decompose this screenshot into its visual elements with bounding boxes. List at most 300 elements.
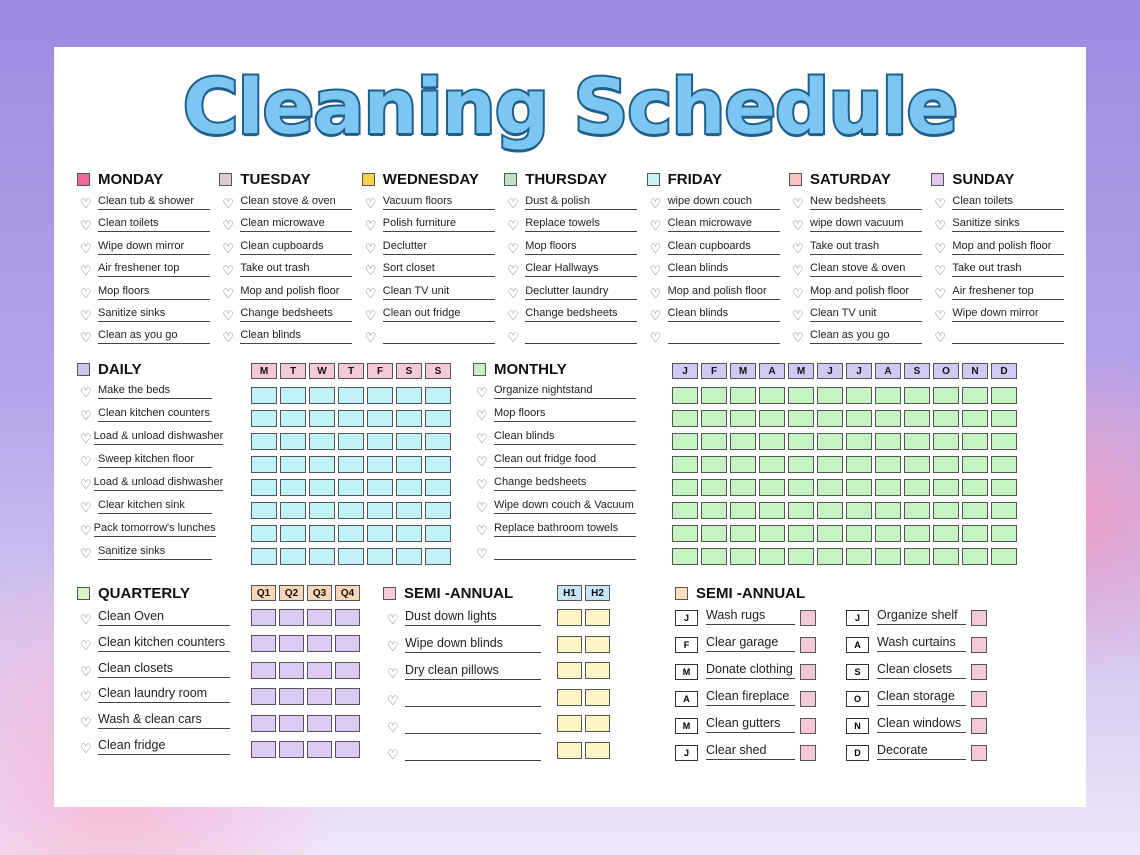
tracker-checkbox[interactable] bbox=[759, 387, 785, 404]
heart-checkbox-icon[interactable]: ♡ bbox=[80, 715, 92, 731]
checklist-item[interactable] bbox=[80, 738, 230, 755]
tracker-checkbox[interactable] bbox=[933, 433, 959, 450]
done-checkbox[interactable] bbox=[800, 664, 816, 680]
tracker-checkbox[interactable] bbox=[875, 456, 901, 473]
tracker-checkbox[interactable] bbox=[279, 688, 304, 705]
tracker-checkbox[interactable] bbox=[367, 387, 393, 404]
checklist-item[interactable] bbox=[80, 285, 210, 300]
heart-checkbox-icon[interactable]: ♡ bbox=[222, 263, 235, 279]
tracker-checkbox[interactable] bbox=[817, 410, 843, 427]
heart-checkbox-icon[interactable]: ♡ bbox=[387, 612, 399, 627]
heart-checkbox-icon[interactable]: ♡ bbox=[507, 285, 519, 301]
tracker-checkbox[interactable] bbox=[425, 479, 451, 496]
checklist-item[interactable] bbox=[934, 217, 1064, 232]
tracker-checkbox[interactable] bbox=[846, 525, 872, 542]
checklist-item[interactable] bbox=[365, 329, 495, 344]
heart-checkbox-icon[interactable]: ♡ bbox=[792, 308, 804, 323]
heart-checkbox-icon[interactable]: ♡ bbox=[80, 285, 92, 301]
tracker-checkbox[interactable] bbox=[307, 688, 332, 705]
heart-checkbox-icon[interactable]: ♡ bbox=[80, 546, 92, 561]
tracker-checkbox[interactable] bbox=[759, 502, 785, 519]
tracker-checkbox[interactable] bbox=[307, 715, 332, 732]
heart-checkbox-icon[interactable]: ♡ bbox=[80, 308, 92, 323]
tracker-checkbox[interactable] bbox=[585, 715, 610, 732]
tracker-checkbox[interactable] bbox=[904, 433, 930, 450]
checklist-item[interactable] bbox=[792, 329, 922, 344]
tracker-checkbox[interactable] bbox=[280, 479, 306, 496]
checklist-item[interactable] bbox=[650, 262, 780, 277]
checklist-item[interactable] bbox=[365, 195, 495, 210]
tracker-checkbox[interactable] bbox=[875, 548, 901, 565]
heart-checkbox-icon[interactable]: ♡ bbox=[792, 218, 804, 234]
tracker-checkbox[interactable] bbox=[672, 456, 698, 473]
heart-checkbox-icon[interactable]: ♡ bbox=[649, 285, 662, 301]
tracker-checkbox[interactable] bbox=[730, 479, 756, 496]
checklist-item[interactable] bbox=[507, 329, 637, 344]
tracker-checkbox[interactable] bbox=[338, 502, 364, 519]
tracker-checkbox[interactable] bbox=[730, 525, 756, 542]
tracker-checkbox[interactable] bbox=[557, 715, 582, 732]
checklist-item[interactable] bbox=[80, 453, 212, 468]
checklist-item[interactable] bbox=[365, 307, 495, 322]
tracker-checkbox[interactable] bbox=[251, 609, 276, 626]
checklist-item[interactable] bbox=[222, 195, 352, 210]
checklist-item[interactable] bbox=[507, 307, 637, 322]
tracker-checkbox[interactable] bbox=[788, 525, 814, 542]
checklist-item[interactable] bbox=[792, 195, 922, 210]
checklist-item[interactable] bbox=[80, 686, 230, 703]
checklist-item[interactable] bbox=[80, 195, 210, 210]
tracker-checkbox[interactable] bbox=[701, 502, 727, 519]
tracker-checkbox[interactable] bbox=[367, 433, 393, 450]
tracker-checkbox[interactable] bbox=[817, 525, 843, 542]
tracker-checkbox[interactable] bbox=[875, 479, 901, 496]
checklist-item[interactable] bbox=[365, 217, 495, 232]
tracker-checkbox[interactable] bbox=[759, 456, 785, 473]
tracker-checkbox[interactable] bbox=[309, 387, 335, 404]
checklist-item[interactable] bbox=[650, 240, 780, 255]
checklist-item[interactable] bbox=[792, 262, 922, 277]
tracker-checkbox[interactable] bbox=[396, 548, 422, 565]
tracker-checkbox[interactable] bbox=[875, 502, 901, 519]
tracker-checkbox[interactable] bbox=[307, 741, 332, 758]
tracker-checkbox[interactable] bbox=[251, 387, 277, 404]
tracker-checkbox[interactable] bbox=[962, 525, 988, 542]
done-checkbox[interactable] bbox=[971, 691, 987, 707]
heart-checkbox-icon[interactable]: ♡ bbox=[80, 663, 92, 679]
tracker-checkbox[interactable] bbox=[279, 715, 304, 732]
heart-checkbox-icon[interactable]: ♡ bbox=[364, 218, 377, 234]
heart-checkbox-icon[interactable]: ♡ bbox=[222, 240, 235, 256]
tracker-checkbox[interactable] bbox=[846, 410, 872, 427]
heart-checkbox-icon[interactable]: ♡ bbox=[364, 308, 377, 323]
tracker-checkbox[interactable] bbox=[701, 387, 727, 404]
tracker-checkbox[interactable] bbox=[367, 548, 393, 565]
checklist-item[interactable] bbox=[792, 217, 922, 232]
checklist-item[interactable] bbox=[387, 690, 541, 707]
checklist-item[interactable] bbox=[80, 522, 216, 538]
checklist-item[interactable] bbox=[80, 499, 212, 514]
tracker-checkbox[interactable] bbox=[991, 410, 1017, 427]
checklist-item[interactable] bbox=[476, 476, 636, 491]
checklist-item[interactable] bbox=[476, 453, 636, 468]
heart-checkbox-icon[interactable]: ♡ bbox=[934, 308, 947, 323]
heart-checkbox-icon[interactable]: ♡ bbox=[507, 308, 519, 323]
heart-checkbox-icon[interactable]: ♡ bbox=[387, 720, 399, 735]
checklist-item[interactable] bbox=[650, 307, 780, 322]
tracker-checkbox[interactable] bbox=[933, 548, 959, 565]
tracker-checkbox[interactable] bbox=[672, 479, 698, 496]
tracker-checkbox[interactable] bbox=[309, 548, 335, 565]
tracker-checkbox[interactable] bbox=[730, 410, 756, 427]
checklist-item[interactable] bbox=[934, 329, 1064, 344]
tracker-checkbox[interactable] bbox=[251, 741, 276, 758]
tracker-checkbox[interactable] bbox=[338, 456, 364, 473]
heart-checkbox-icon[interactable]: ♡ bbox=[387, 639, 399, 654]
done-checkbox[interactable] bbox=[800, 691, 816, 707]
checklist-item[interactable] bbox=[792, 307, 922, 322]
tracker-checkbox[interactable] bbox=[557, 609, 582, 626]
tracker-checkbox[interactable] bbox=[991, 433, 1017, 450]
checklist-item[interactable] bbox=[934, 195, 1064, 210]
heart-checkbox-icon[interactable]: ♡ bbox=[476, 385, 488, 400]
checklist-item[interactable] bbox=[80, 545, 212, 560]
heart-checkbox-icon[interactable]: ♡ bbox=[476, 408, 488, 423]
checklist-item[interactable] bbox=[507, 285, 637, 300]
tracker-checkbox[interactable] bbox=[788, 387, 814, 404]
checklist-item[interactable] bbox=[387, 609, 541, 626]
tracker-checkbox[interactable] bbox=[672, 548, 698, 565]
done-checkbox[interactable] bbox=[971, 610, 987, 626]
checklist-item[interactable] bbox=[934, 285, 1064, 300]
tracker-checkbox[interactable] bbox=[307, 635, 332, 652]
tracker-checkbox[interactable] bbox=[875, 433, 901, 450]
heart-checkbox-icon[interactable]: ♡ bbox=[80, 689, 92, 705]
checklist-item[interactable] bbox=[365, 285, 495, 300]
checklist-item[interactable] bbox=[80, 329, 210, 344]
tracker-checkbox[interactable] bbox=[875, 410, 901, 427]
tracker-checkbox[interactable] bbox=[280, 433, 306, 450]
tracker-checkbox[interactable] bbox=[557, 689, 582, 706]
done-checkbox[interactable] bbox=[800, 718, 816, 734]
heart-checkbox-icon[interactable]: ♡ bbox=[649, 240, 662, 256]
heart-checkbox-icon[interactable]: ♡ bbox=[80, 431, 92, 446]
checklist-item[interactable] bbox=[387, 636, 541, 653]
heart-checkbox-icon[interactable]: ♡ bbox=[507, 240, 519, 256]
checklist-item[interactable] bbox=[222, 217, 352, 232]
heart-checkbox-icon[interactable]: ♡ bbox=[476, 477, 488, 492]
tracker-checkbox[interactable] bbox=[730, 548, 756, 565]
checklist-item[interactable] bbox=[80, 661, 230, 678]
tracker-checkbox[interactable] bbox=[846, 548, 872, 565]
tracker-checkbox[interactable] bbox=[672, 433, 698, 450]
heart-checkbox-icon[interactable]: ♡ bbox=[792, 240, 804, 256]
tracker-checkbox[interactable] bbox=[425, 433, 451, 450]
checklist-item[interactable] bbox=[80, 635, 230, 652]
tracker-checkbox[interactable] bbox=[338, 410, 364, 427]
tracker-checkbox[interactable] bbox=[875, 525, 901, 542]
heart-checkbox-icon[interactable]: ♡ bbox=[80, 523, 92, 538]
checklist-item[interactable] bbox=[650, 195, 780, 210]
checklist-item[interactable] bbox=[222, 262, 352, 277]
tracker-checkbox[interactable] bbox=[991, 502, 1017, 519]
heart-checkbox-icon[interactable]: ♡ bbox=[80, 385, 92, 400]
tracker-checkbox[interactable] bbox=[817, 502, 843, 519]
tracker-checkbox[interactable] bbox=[279, 662, 304, 679]
tracker-checkbox[interactable] bbox=[962, 502, 988, 519]
checklist-item[interactable] bbox=[507, 262, 637, 277]
tracker-checkbox[interactable] bbox=[672, 387, 698, 404]
tracker-checkbox[interactable] bbox=[251, 479, 277, 496]
done-checkbox[interactable] bbox=[800, 637, 816, 653]
heart-checkbox-icon[interactable]: ♡ bbox=[80, 263, 92, 279]
tracker-checkbox[interactable] bbox=[251, 688, 276, 705]
tracker-checkbox[interactable] bbox=[991, 479, 1017, 496]
tracker-checkbox[interactable] bbox=[585, 689, 610, 706]
tracker-checkbox[interactable] bbox=[788, 502, 814, 519]
heart-checkbox-icon[interactable]: ♡ bbox=[507, 263, 519, 279]
checklist-item[interactable] bbox=[476, 430, 636, 445]
checklist-item[interactable] bbox=[507, 217, 637, 232]
tracker-checkbox[interactable] bbox=[367, 410, 393, 427]
tracker-checkbox[interactable] bbox=[933, 479, 959, 496]
heart-checkbox-icon[interactable]: ♡ bbox=[507, 330, 519, 346]
done-checkbox[interactable] bbox=[971, 637, 987, 653]
checklist-item[interactable] bbox=[476, 522, 636, 537]
heart-checkbox-icon[interactable]: ♡ bbox=[387, 747, 399, 762]
tracker-checkbox[interactable] bbox=[396, 433, 422, 450]
tracker-checkbox[interactable] bbox=[280, 548, 306, 565]
checklist-item[interactable] bbox=[650, 285, 780, 300]
tracker-checkbox[interactable] bbox=[425, 410, 451, 427]
tracker-checkbox[interactable] bbox=[280, 410, 306, 427]
checklist-item[interactable] bbox=[222, 240, 352, 255]
tracker-checkbox[interactable] bbox=[251, 715, 276, 732]
tracker-checkbox[interactable] bbox=[338, 548, 364, 565]
tracker-checkbox[interactable] bbox=[962, 410, 988, 427]
heart-checkbox-icon[interactable]: ♡ bbox=[80, 637, 92, 653]
tracker-checkbox[interactable] bbox=[338, 433, 364, 450]
tracker-checkbox[interactable] bbox=[280, 456, 306, 473]
tracker-checkbox[interactable] bbox=[251, 433, 277, 450]
checklist-item[interactable] bbox=[222, 285, 352, 300]
heart-checkbox-icon[interactable]: ♡ bbox=[934, 263, 947, 279]
checklist-item[interactable] bbox=[80, 430, 224, 446]
tracker-checkbox[interactable] bbox=[875, 387, 901, 404]
tracker-checkbox[interactable] bbox=[701, 433, 727, 450]
tracker-checkbox[interactable] bbox=[251, 635, 276, 652]
tracker-checkbox[interactable] bbox=[338, 525, 364, 542]
heart-checkbox-icon[interactable]: ♡ bbox=[649, 196, 662, 211]
tracker-checkbox[interactable] bbox=[759, 433, 785, 450]
tracker-checkbox[interactable] bbox=[396, 387, 422, 404]
tracker-checkbox[interactable] bbox=[279, 609, 304, 626]
tracker-checkbox[interactable] bbox=[672, 410, 698, 427]
tracker-checkbox[interactable] bbox=[367, 456, 393, 473]
tracker-checkbox[interactable] bbox=[335, 715, 360, 732]
tracker-checkbox[interactable] bbox=[788, 433, 814, 450]
tracker-checkbox[interactable] bbox=[335, 635, 360, 652]
heart-checkbox-icon[interactable]: ♡ bbox=[80, 477, 92, 492]
tracker-checkbox[interactable] bbox=[309, 410, 335, 427]
tracker-checkbox[interactable] bbox=[585, 662, 610, 679]
tracker-checkbox[interactable] bbox=[962, 433, 988, 450]
tracker-checkbox[interactable] bbox=[335, 662, 360, 679]
checklist-item[interactable] bbox=[476, 545, 636, 560]
tracker-checkbox[interactable] bbox=[396, 456, 422, 473]
checklist-item[interactable] bbox=[476, 384, 636, 399]
tracker-checkbox[interactable] bbox=[280, 502, 306, 519]
heart-checkbox-icon[interactable]: ♡ bbox=[387, 666, 399, 681]
checklist-item[interactable] bbox=[365, 262, 495, 277]
heart-checkbox-icon[interactable]: ♡ bbox=[222, 285, 235, 301]
tracker-checkbox[interactable] bbox=[279, 741, 304, 758]
tracker-checkbox[interactable] bbox=[904, 548, 930, 565]
checklist-item[interactable] bbox=[476, 499, 636, 514]
heart-checkbox-icon[interactable]: ♡ bbox=[222, 218, 235, 234]
tracker-checkbox[interactable] bbox=[730, 433, 756, 450]
heart-checkbox-icon[interactable]: ♡ bbox=[792, 330, 804, 346]
checklist-item[interactable] bbox=[80, 240, 210, 255]
tracker-checkbox[interactable] bbox=[933, 456, 959, 473]
tracker-checkbox[interactable] bbox=[933, 387, 959, 404]
tracker-checkbox[interactable] bbox=[585, 742, 610, 759]
tracker-checkbox[interactable] bbox=[557, 636, 582, 653]
tracker-checkbox[interactable] bbox=[335, 688, 360, 705]
heart-checkbox-icon[interactable]: ♡ bbox=[476, 431, 488, 446]
tracker-checkbox[interactable] bbox=[251, 410, 277, 427]
checklist-item[interactable] bbox=[80, 609, 230, 626]
tracker-checkbox[interactable] bbox=[730, 502, 756, 519]
heart-checkbox-icon[interactable]: ♡ bbox=[649, 218, 662, 234]
heart-checkbox-icon[interactable]: ♡ bbox=[80, 500, 92, 515]
checklist-item[interactable] bbox=[80, 384, 212, 399]
heart-checkbox-icon[interactable]: ♡ bbox=[934, 196, 947, 211]
checklist-item[interactable] bbox=[80, 712, 230, 729]
tracker-checkbox[interactable] bbox=[933, 525, 959, 542]
heart-checkbox-icon[interactable]: ♡ bbox=[80, 612, 92, 627]
tracker-checkbox[interactable] bbox=[788, 410, 814, 427]
done-checkbox[interactable] bbox=[800, 610, 816, 626]
tracker-checkbox[interactable] bbox=[904, 456, 930, 473]
tracker-checkbox[interactable] bbox=[309, 479, 335, 496]
heart-checkbox-icon[interactable]: ♡ bbox=[364, 263, 377, 279]
checklist-item[interactable] bbox=[387, 717, 541, 734]
tracker-checkbox[interactable] bbox=[338, 387, 364, 404]
tracker-checkbox[interactable] bbox=[279, 635, 304, 652]
tracker-checkbox[interactable] bbox=[425, 387, 451, 404]
tracker-checkbox[interactable] bbox=[991, 456, 1017, 473]
tracker-checkbox[interactable] bbox=[701, 456, 727, 473]
tracker-checkbox[interactable] bbox=[701, 479, 727, 496]
heart-checkbox-icon[interactable]: ♡ bbox=[934, 218, 947, 234]
heart-checkbox-icon[interactable]: ♡ bbox=[387, 693, 399, 708]
tracker-checkbox[interactable] bbox=[846, 433, 872, 450]
done-checkbox[interactable] bbox=[971, 718, 987, 734]
checklist-item[interactable] bbox=[80, 407, 212, 422]
tracker-checkbox[interactable] bbox=[817, 433, 843, 450]
checklist-item[interactable] bbox=[934, 307, 1064, 322]
tracker-checkbox[interactable] bbox=[701, 548, 727, 565]
checklist-item[interactable] bbox=[80, 262, 210, 277]
heart-checkbox-icon[interactable]: ♡ bbox=[507, 218, 519, 234]
tracker-checkbox[interactable] bbox=[251, 548, 277, 565]
tracker-checkbox[interactable] bbox=[759, 525, 785, 542]
heart-checkbox-icon[interactable]: ♡ bbox=[222, 196, 235, 211]
heart-checkbox-icon[interactable]: ♡ bbox=[364, 285, 377, 301]
heart-checkbox-icon[interactable]: ♡ bbox=[80, 741, 92, 756]
tracker-checkbox[interactable] bbox=[991, 548, 1017, 565]
tracker-checkbox[interactable] bbox=[251, 502, 277, 519]
heart-checkbox-icon[interactable]: ♡ bbox=[649, 308, 662, 323]
tracker-checkbox[interactable] bbox=[759, 479, 785, 496]
checklist-item[interactable] bbox=[387, 744, 541, 761]
tracker-checkbox[interactable] bbox=[991, 387, 1017, 404]
checklist-item[interactable] bbox=[222, 307, 352, 322]
tracker-checkbox[interactable] bbox=[904, 387, 930, 404]
tracker-checkbox[interactable] bbox=[788, 479, 814, 496]
tracker-checkbox[interactable] bbox=[817, 479, 843, 496]
tracker-checkbox[interactable] bbox=[759, 548, 785, 565]
heart-checkbox-icon[interactable]: ♡ bbox=[649, 330, 662, 346]
tracker-checkbox[interactable] bbox=[251, 525, 277, 542]
checklist-item[interactable] bbox=[80, 307, 210, 322]
tracker-checkbox[interactable] bbox=[307, 662, 332, 679]
heart-checkbox-icon[interactable]: ♡ bbox=[80, 218, 92, 234]
tracker-checkbox[interactable] bbox=[846, 456, 872, 473]
tracker-checkbox[interactable] bbox=[904, 479, 930, 496]
heart-checkbox-icon[interactable]: ♡ bbox=[476, 523, 488, 538]
checklist-item[interactable] bbox=[934, 240, 1064, 255]
tracker-checkbox[interactable] bbox=[730, 456, 756, 473]
heart-checkbox-icon[interactable]: ♡ bbox=[934, 330, 947, 346]
tracker-checkbox[interactable] bbox=[817, 456, 843, 473]
heart-checkbox-icon[interactable]: ♡ bbox=[222, 330, 235, 346]
tracker-checkbox[interactable] bbox=[251, 456, 277, 473]
heart-checkbox-icon[interactable]: ♡ bbox=[934, 285, 947, 301]
tracker-checkbox[interactable] bbox=[701, 525, 727, 542]
tracker-checkbox[interactable] bbox=[904, 410, 930, 427]
tracker-checkbox[interactable] bbox=[701, 410, 727, 427]
tracker-checkbox[interactable] bbox=[309, 433, 335, 450]
tracker-checkbox[interactable] bbox=[991, 525, 1017, 542]
tracker-checkbox[interactable] bbox=[817, 387, 843, 404]
checklist-item[interactable] bbox=[507, 240, 637, 255]
checklist-item[interactable] bbox=[365, 240, 495, 255]
tracker-checkbox[interactable] bbox=[396, 410, 422, 427]
tracker-checkbox[interactable] bbox=[730, 387, 756, 404]
heart-checkbox-icon[interactable]: ♡ bbox=[507, 196, 519, 211]
tracker-checkbox[interactable] bbox=[309, 525, 335, 542]
heart-checkbox-icon[interactable]: ♡ bbox=[476, 454, 488, 469]
tracker-checkbox[interactable] bbox=[585, 636, 610, 653]
checklist-item[interactable] bbox=[387, 663, 541, 680]
heart-checkbox-icon[interactable]: ♡ bbox=[80, 330, 92, 346]
tracker-checkbox[interactable] bbox=[396, 502, 422, 519]
tracker-checkbox[interactable] bbox=[672, 502, 698, 519]
tracker-checkbox[interactable] bbox=[338, 479, 364, 496]
checklist-item[interactable] bbox=[507, 195, 637, 210]
heart-checkbox-icon[interactable]: ♡ bbox=[476, 500, 488, 515]
tracker-checkbox[interactable] bbox=[557, 742, 582, 759]
checklist-item[interactable] bbox=[650, 329, 780, 344]
tracker-checkbox[interactable] bbox=[280, 387, 306, 404]
tracker-checkbox[interactable] bbox=[904, 525, 930, 542]
heart-checkbox-icon[interactable]: ♡ bbox=[792, 263, 804, 279]
done-checkbox[interactable] bbox=[800, 745, 816, 761]
tracker-checkbox[interactable] bbox=[846, 387, 872, 404]
done-checkbox[interactable] bbox=[971, 664, 987, 680]
